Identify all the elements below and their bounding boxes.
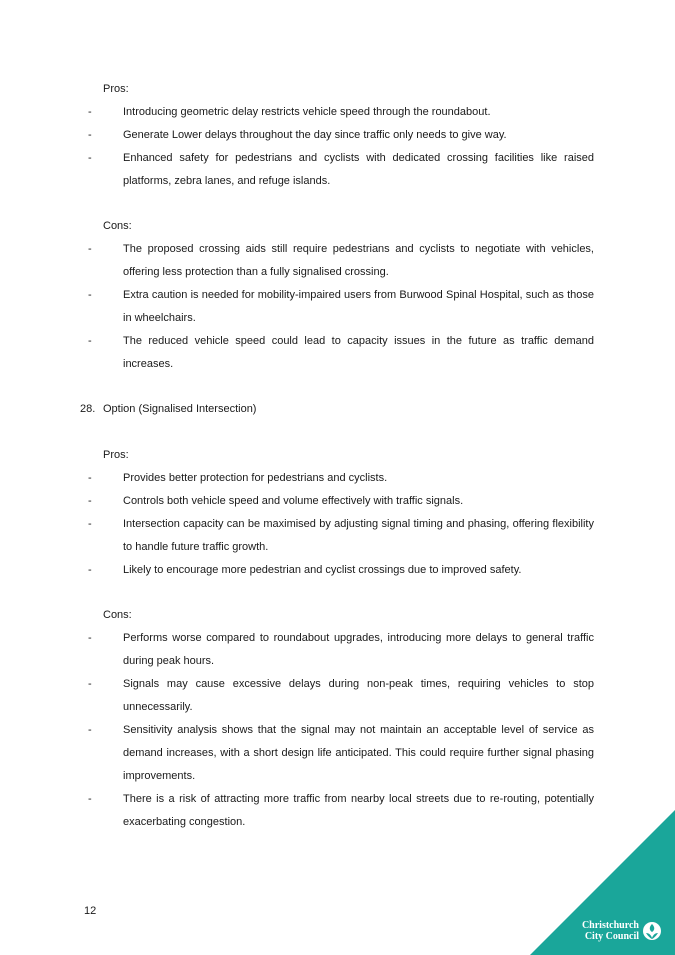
list-item-text: The reduced vehicle speed could lead to capacity issues in the future as traffic demand increases.	[123, 335, 594, 370]
logo-line-2: City Council	[584, 931, 639, 942]
list-item-text: Generate Lower delays throughout the day since traffic only needs to give way.	[123, 129, 507, 141]
cons-label: Cons:	[103, 609, 132, 621]
bullet-dash: -	[88, 335, 92, 347]
list-item-text: Intersection capacity can be maximised by adjusting signal timing and phasing, offering flexibility to handle future traffic growth.	[123, 518, 594, 553]
bullet-dash: -	[88, 129, 92, 141]
bullet-dash: -	[88, 724, 92, 736]
bullet-dash: -	[88, 793, 92, 805]
page-number: 12	[84, 905, 97, 917]
bullet-dash: -	[88, 564, 92, 576]
pros-label: Pros:	[103, 449, 129, 461]
section-title: Option (Signalised Intersection)	[103, 403, 257, 415]
bullet-dash: -	[88, 495, 92, 507]
bullet-dash: -	[88, 106, 92, 118]
list-item-text: Likely to encourage more pedestrian and cyclist crossings due to improved safety.	[123, 564, 522, 576]
bullet-dash: -	[88, 518, 92, 530]
bullet-dash: -	[88, 632, 92, 644]
bullet-dash: -	[88, 289, 92, 301]
bullet-dash: -	[88, 243, 92, 255]
pros-label: Pros:	[103, 83, 129, 95]
list-item-text: Controls both vehicle speed and volume effectively with traffic signals.	[123, 495, 464, 507]
list-item-text: Provides better protection for pedestrians and cyclists.	[123, 472, 388, 484]
list-item-text: Performs worse compared to roundabout upgrades, introducing more delays to general traffic during peak hours.	[123, 632, 594, 667]
bullet-dash: -	[88, 472, 92, 484]
list-item-text: There is a risk of attracting more traffic from nearby local streets due to re-routing, potentially exacerbating congestion.	[123, 793, 594, 828]
list-item-text: Signals may cause excessive delays during non-peak times, requiring vehicles to stop unnecessarily.	[123, 678, 594, 713]
logo-line-1: Christchurch	[581, 920, 639, 931]
list-item-text: The proposed crossing aids still require pedestrians and cyclists to negotiate with vehicles, offering less protection than a fully signalised crossing.	[123, 243, 594, 278]
list-item-text: Sensitivity analysis shows that the signal may not maintain an acceptable level of service as demand increases, with a short design life anticipated. This could require further signal phasing improvements.	[123, 724, 594, 782]
list-item-text: Enhanced safety for pedestrians and cyclists with dedicated crossing facilities like raised platforms, zebra lanes, and refuge islands.	[123, 152, 594, 187]
bullet-dash: -	[88, 152, 92, 164]
section-number: 28.	[80, 403, 96, 415]
list-item-text: Extra caution is needed for mobility-impaired users from Burwood Spinal Hospital, such as those in wheelchairs.	[123, 289, 594, 324]
list-item-text: Introducing geometric delay restricts vehicle speed through the roundabout.	[123, 106, 491, 118]
council-logo-icon	[642, 921, 662, 941]
cons-label: Cons:	[103, 220, 132, 232]
bullet-dash: -	[88, 678, 92, 690]
council-logo-text	[573, 920, 639, 942]
